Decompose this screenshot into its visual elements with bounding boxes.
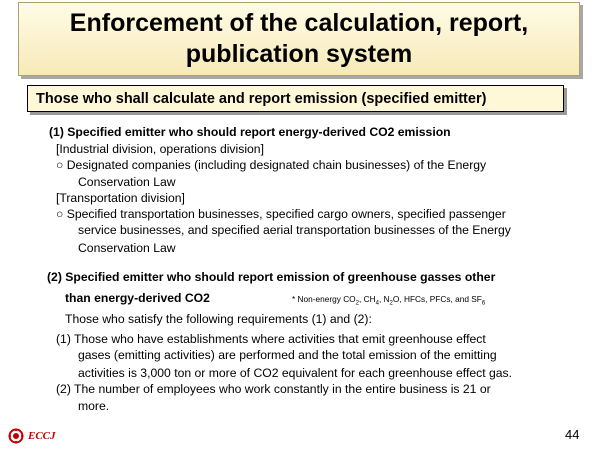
eccj-logo [8,428,56,444]
subtitle: Those who shall calculate and report emission (specified emitter) [36,90,487,107]
transportation-division-label: [Transportation division] [56,191,185,205]
slide-title-box [18,2,580,76]
subtitle-box [27,85,564,112]
requirement2-line2: more. [78,399,110,413]
requirements-intro: Those who satisfy the following requirements (1) and (2): [65,312,372,326]
eccj-logo-text: ECCJ [28,430,56,442]
requirement2-line1: (2) The number of employees who work constantly in the entire business is 21 or [56,382,491,396]
slide-title: Enforcement of the calculation, report, publication system [69,9,529,68]
section2-heading-line1: (2) Specified emitter who should report emission of greenhouse gasses other [47,270,496,284]
item1-line2: Conservation Law [78,175,176,189]
gas-footnote: * Non-energy $CO_2$, $CH_4$, $N_2O$, HFCs, PFCs, and $SF_6$ [292,294,486,307]
requirement1-line2: gases (emitting activities) are performed and the total emission of the emitting [78,348,497,362]
item2-line3: Conservation Law [78,241,176,255]
section1-heading: (1) Specified emitter who should report energy-derived CO2 emission [49,125,451,139]
industrial-division-label: [Industrial division, operations division] [56,142,264,156]
page-number: 44 [565,427,580,442]
eccj-logo-icon [8,428,24,444]
item2-line1: ○ Specified transportation businesses, specified cargo owners, specified passenger [56,207,506,221]
item1-line1: ○ Designated companies (including designated chain businesses) of the Energy [56,158,487,172]
requirement1-line1: (1) Those who have establishments where activities that emit greenhouse effect [56,332,486,346]
item2-line2: service businesses, and specified aerial transportation businesses of the Energy [78,223,511,237]
section2-heading-line2: than energy-derived CO2 [65,291,210,305]
requirement1-line3: activities is 3,000 ton or more of CO2 equivalent for each greenhouse effect gas. [78,366,513,380]
